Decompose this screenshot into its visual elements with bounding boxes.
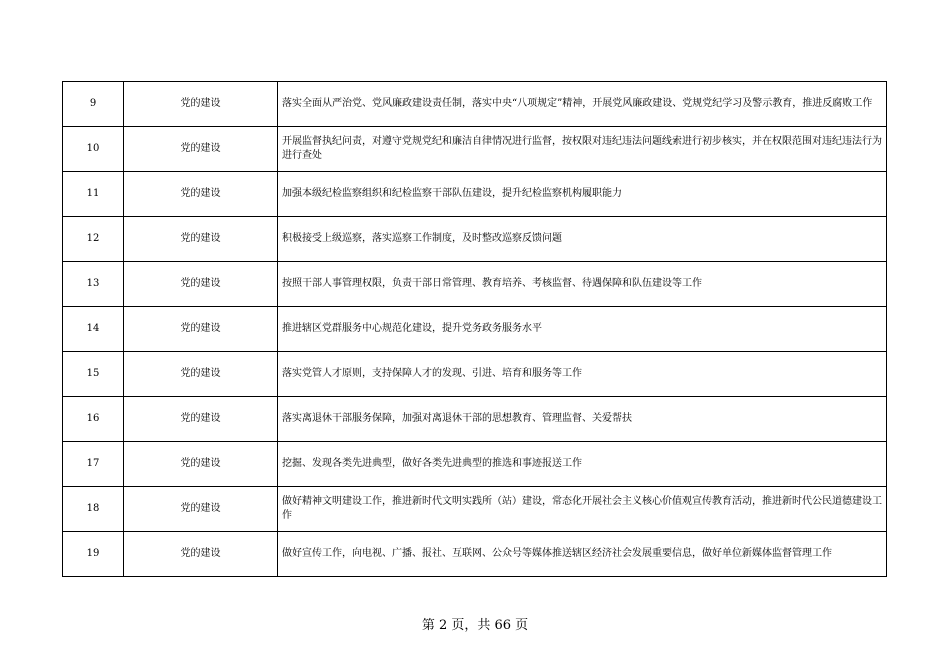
row-number: 12: [63, 217, 124, 262]
row-category: 党的建设: [124, 442, 278, 487]
table-row: [63, 172, 887, 217]
row-description: 落实离退休干部服务保障，加强对离退休干部的思想教育、管理监督、关爱帮扶: [278, 397, 887, 442]
row-number: 18: [63, 487, 124, 532]
row-number: 9: [63, 82, 124, 127]
row-description: 落实党管人才原则，支持保障人才的发现、引进、培育和服务等工作: [278, 352, 887, 397]
row-description: 推进辖区党群服务中心规范化建设，提升党务政务服务水平: [278, 307, 887, 352]
duty-table: [62, 81, 887, 577]
table-row: [63, 307, 887, 352]
row-description: 积极接受上级巡察，落实巡察工作制度，及时整改巡察反馈问题: [278, 217, 887, 262]
duty-table-body: [63, 82, 887, 577]
table-row: [63, 82, 887, 127]
row-number: 10: [63, 127, 124, 172]
row-description: 开展监督执纪问责，对遵守党规党纪和廉洁自律情况进行监督，按权限对违纪违法问题线索进行初步核实，并在权限范围对违纪违法行为进行查处: [278, 127, 887, 172]
row-description: 按照干部人事管理权限，负责干部日常管理、教育培养、考核监督、待遇保障和队伍建设等工作: [278, 262, 887, 307]
row-description: 做好宣传工作，向电视、广播、报社、互联网、公众号等媒体推送辖区经济社会发展重要信息，做好单位新媒体监督管理工作: [278, 532, 887, 577]
table-row: [63, 262, 887, 307]
table-row: [63, 442, 887, 487]
row-number: 16: [63, 397, 124, 442]
row-category: 党的建设: [124, 82, 278, 127]
table-row: [63, 532, 887, 577]
row-category: 党的建设: [124, 262, 278, 307]
table-row: [63, 127, 887, 172]
row-category: 党的建设: [124, 397, 278, 442]
row-category: 党的建设: [124, 487, 278, 532]
table-row: [63, 487, 887, 532]
table-row: [63, 352, 887, 397]
row-number: 11: [63, 172, 124, 217]
row-description: 落实全面从严治党、党风廉政建设责任制，落实中央“八项规定”精神，开展党风廉政建设、党规党纪学习及警示教育，推进反腐败工作: [278, 82, 887, 127]
row-category: 党的建设: [124, 307, 278, 352]
row-category: 党的建设: [124, 352, 278, 397]
row-description: 做好精神文明建设工作，推进新时代文明实践所（站）建设，常态化开展社会主义核心价值观宣传教育活动，推进新时代公民道德建设工作: [278, 487, 887, 532]
row-description: 加强本级纪检监察组织和纪检监察干部队伍建设，提升纪检监察机构履职能力: [278, 172, 887, 217]
row-category: 党的建设: [124, 217, 278, 262]
row-category: 党的建设: [124, 172, 278, 217]
table-row: [63, 217, 887, 262]
row-number: 19: [63, 532, 124, 577]
row-number: 13: [63, 262, 124, 307]
row-category: 党的建设: [124, 532, 278, 577]
row-number: 14: [63, 307, 124, 352]
row-category: 党的建设: [124, 127, 278, 172]
row-description: 挖掘、发现各类先进典型，做好各类先进典型的推选和事迹报送工作: [278, 442, 887, 487]
page-footer: 第 2 页，共 66 页: [421, 618, 529, 633]
row-number: 15: [63, 352, 124, 397]
table-row: [63, 397, 887, 442]
row-number: 17: [63, 442, 124, 487]
